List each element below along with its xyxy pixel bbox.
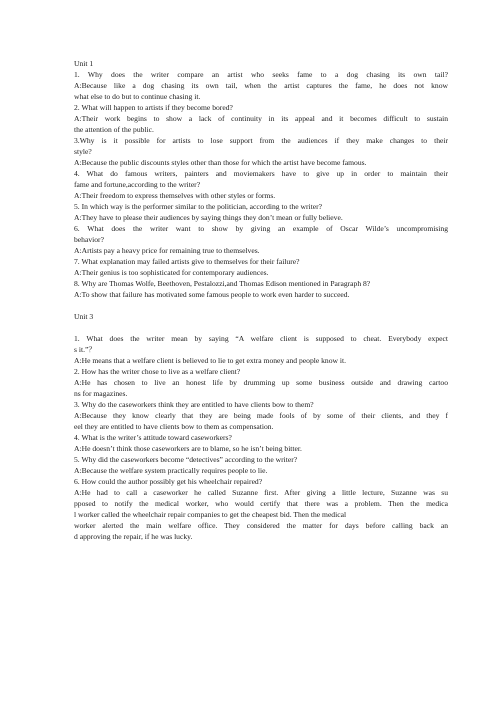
question-line: behavior?	[74, 235, 104, 244]
question-line: s it.”？	[74, 345, 96, 354]
answer-line: d approving the repair, if he was lucky.	[74, 532, 193, 541]
question-line: 1. What does the writer mean by saying “A welfare client is supposed to cheat. Everybody expect	[74, 334, 448, 343]
question-line: 2. How has the writer chose to live as a welfare client?	[74, 367, 241, 376]
answer-line: A:Artists pay a heavy price for remaining true to themselves.	[74, 246, 260, 255]
answer-line: A:Their freedom to express themselves with other styles or forms.	[74, 191, 276, 200]
answer-line: A:He doesn’t think those caseworkers are to blame, so he isn’t being bitter.	[74, 444, 302, 453]
answer-line: pposed to notify the medical worker, who would certify that there was a problem. Then the medica	[74, 499, 448, 508]
question-line: 1. Why does the writer compare an artist who seeks fame to a dog chasing its own tail?	[74, 70, 448, 79]
question-line: 8. Why are Thomas Wolfe, Beethoven, Pestalozzi,and Thomas Edison mentioned in Paragraph 8?	[74, 279, 371, 288]
section-spacer	[74, 300, 448, 311]
answer-line: A:Their work begins to show a lack of continuity in its appeal and it becomes difficult to sustain	[74, 114, 448, 123]
unit-1-section	[74, 58, 448, 300]
answer-line: A:He had to call a caseworker he called Suzanne first. After giving a little lecture, Suzanne was su	[74, 488, 448, 497]
answer-line: A:Because they know clearly that they are being made fools of by some of their clients, and they f	[74, 411, 448, 420]
question-line: 3. Why do the caseworkers think they are entitled to have clients bow to them?	[74, 400, 314, 409]
question-line: 4. What is the writer’s attitude toward caseworkers?	[74, 433, 232, 442]
answer-line: A:He means that a welfare client is believed to lie to get extra money and people know it.	[74, 356, 347, 365]
question-line: 2. What will happen to artists if they become bored?	[74, 103, 233, 112]
answer-line: A:They have to please their audiences by saying things they don’t mean or fully believe.	[74, 213, 343, 222]
unit-3-section	[74, 311, 448, 542]
answer-line: A:He has chosen to live an honest life by drumming up some business outside and drawing cartoo	[74, 378, 448, 387]
answer-line: A:Because the public discounts styles other than those for which the artist have become famous.	[74, 158, 367, 167]
answer-line: l worker called the wheelchair repair companies to get the cheapest bid. Then the medical	[74, 510, 347, 519]
question-line: 6. What does the writer want to show by giving an example of Oscar Wilde’s uncompromising	[74, 224, 448, 233]
top-margin	[74, 0, 448, 58]
answer-line: A:Because like a dog chasing its own tail, when the artist captures the fame, he does not know	[74, 81, 448, 90]
question-line: 4. What do famous writers, painters and moviemakers have to give up in order to maintain their	[74, 169, 448, 178]
answer-line: A:Because the welfare system practically requires people to lie.	[74, 466, 268, 475]
answer-line: worker alerted the main welfare office. They considered the matter for days before calling back an	[74, 521, 448, 530]
answer-line: A:To show that failure has motivated some famous people to work even harder to succeed.	[74, 290, 350, 299]
answer-line: what else to do but to continue chasing it.	[74, 92, 201, 101]
answer-line: eel they are entitled to have clients bow to them as compensation.	[74, 422, 274, 431]
answer-line: A:Their genius is too sophisticated for contemporary audiences.	[74, 268, 269, 277]
question-line: 3.Why is it possible for artists to lose support from the audiences if they make changes to their	[74, 136, 448, 145]
question-line: 5. Why did the caseworkers become “detectives” according to the writer?	[74, 455, 298, 464]
answer-line: the attention of the public.	[74, 125, 154, 134]
title-spacer	[74, 322, 448, 333]
question-line: fame and fortune,according to the writer?	[74, 180, 201, 189]
unit-3-title: Unit 3	[74, 312, 94, 321]
question-line: 5. In which way is the performer similar to the politician, according to the writer?	[74, 202, 322, 211]
answer-line: ns for magazines.	[74, 389, 128, 398]
question-line: 7. What explanation may failed artists give to themselves for their failure?	[74, 257, 300, 266]
question-line: 6. How could the author possibly get his wheelchair repaired?	[74, 477, 263, 486]
question-line: style?	[74, 147, 92, 156]
unit-1-title: Unit 1	[74, 59, 94, 68]
